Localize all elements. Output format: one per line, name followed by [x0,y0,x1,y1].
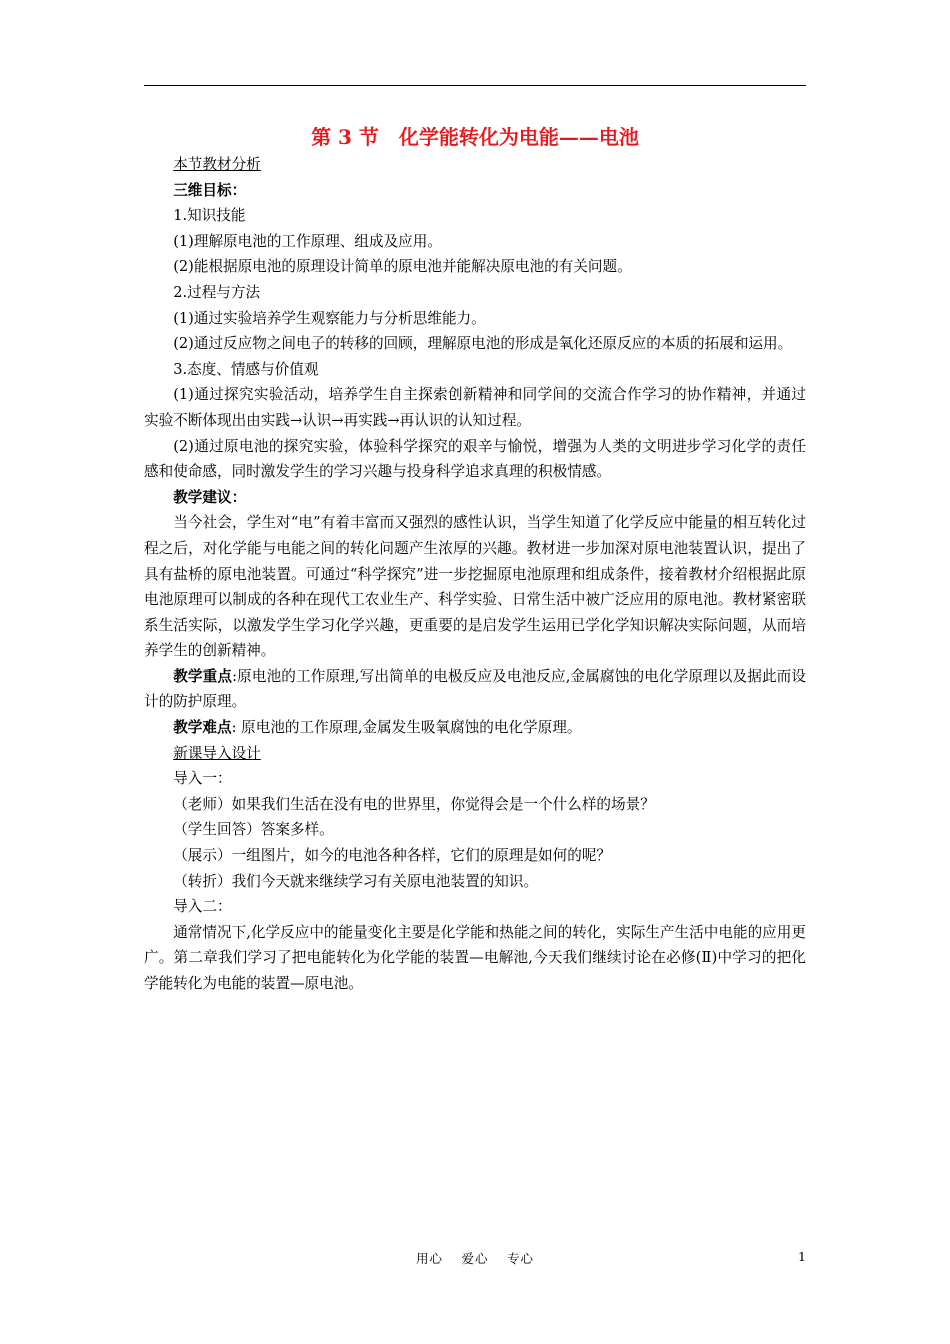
method-item-1: (1)通过实验培养学生观察能力与分析思维能力。 [173,309,486,327]
key-point-body: :原电池的工作原理,写出简单的电极反应及电池反应,金属腐蚀的电化学原理以及据此而设计的防护原理。 [144,667,806,711]
intro-two-heading: 导入二： [173,898,232,916]
method-item-2: (2)通过反应物之间电子的转移的回顾，理解原电池的形成是氧化还原反应的本质的拓展和运用。 [173,335,793,353]
difficulty-paragraph [144,715,806,741]
suggestion-body: 当今社会，学生对“电”有着丰富而又强烈的感性认识，当学生知道了化学反应中能量的相互转化过程之后，对化学能与电能之间的转化问题产生浓厚的兴趣。教材进一步加深对原电池装置认识，提出了具有盐桥的原电池装置。可通过“科学探究”进一步挖掘原电池原理和组成条件，接着教材介绍根据此原电池原理可以制成的各种在现代工农业生产、科学实验、日常生活中被广泛应用的原电池。教材紧密联系生活实际，以激发学生学习化学兴趣，更重要的是启发学生运用已学化学知识解决实际问题，从而培养学生的创新精神。 [144,514,806,660]
goals-heading: 三维目标： [173,181,247,199]
attitude-heading: 3.态度、情感与价值观 [173,360,319,378]
difficulty-label: 教学难点 [173,719,232,737]
intro-heading [144,741,806,767]
intro-one-heading: 导入一： [173,770,232,788]
page-title: 第 3 节 化学能转化为电能——电池 [311,125,639,149]
difficulty-body: : 原电池的工作原理,金属发生吸氧腐蚀的电化学原理。 [231,719,582,737]
suggestion-heading: 教学建议： [173,488,247,506]
knowledge-heading: 1.知识技能 [173,207,246,225]
section-analysis-text: 本节教材分析 [173,156,261,173]
intro-one-line-4: （转折）我们今天就来继续学习有关原电池装置的知识。 [173,872,539,890]
document-body [144,124,806,997]
knowledge-item-1: (1)理解原电池的工作原理、组成及应用。 [173,232,442,250]
section-analysis-heading [144,152,806,178]
attitude-item-1: (1)通过探究实验活动，培养学生自主探索创新精神和同学间的交流合作学习的协作精神，并通过实验不断体现出由实践→认识→再实践→再认识的认知过程。 [144,386,806,429]
knowledge-item-2: (2)能根据原电池的原理设计简单的原电池并能解决原电池的有关问题。 [173,258,632,276]
footer-motto: 用心 爱心 专心 [416,1251,534,1266]
attitude-item-2: (2)通过原电池的探究实验，体验科学探究的艰辛与愉悦，增强为人类的文明进步学习化学的责任感和使命感，同时激发学生的学习兴趣与投身科学追求真理的积极情感。 [144,437,806,481]
method-heading: 2.过程与方法 [173,283,261,301]
intro-two-body: 通常情况下,化学反应中的能量变化主要是化学能和热能之间的转化，实际生产生活中电能的应用更广。第二章我们学习了把电能转化为化学能的装置—电解池,今天我们继续讨论在必修(Ⅱ)中学习的把化学能转化为电能的装置—原电池。 [144,923,806,992]
header-rule [144,85,806,86]
page-number: 1 [798,1249,806,1264]
intro-one-line-1: （老师）如果我们生活在没有电的世界里，你觉得会是一个什么样的场景？ [173,795,655,813]
key-point-paragraph [144,664,806,715]
intro-one-line-3: （展示）一组图片，如今的电池各种各样，它们的原理是如何的呢？ [173,847,612,865]
intro-one-line-2: （学生回答）答案多样。 [173,821,334,839]
intro-heading-text: 新课导入设计 [173,744,261,762]
key-point-label: 教学重点 [173,667,233,685]
